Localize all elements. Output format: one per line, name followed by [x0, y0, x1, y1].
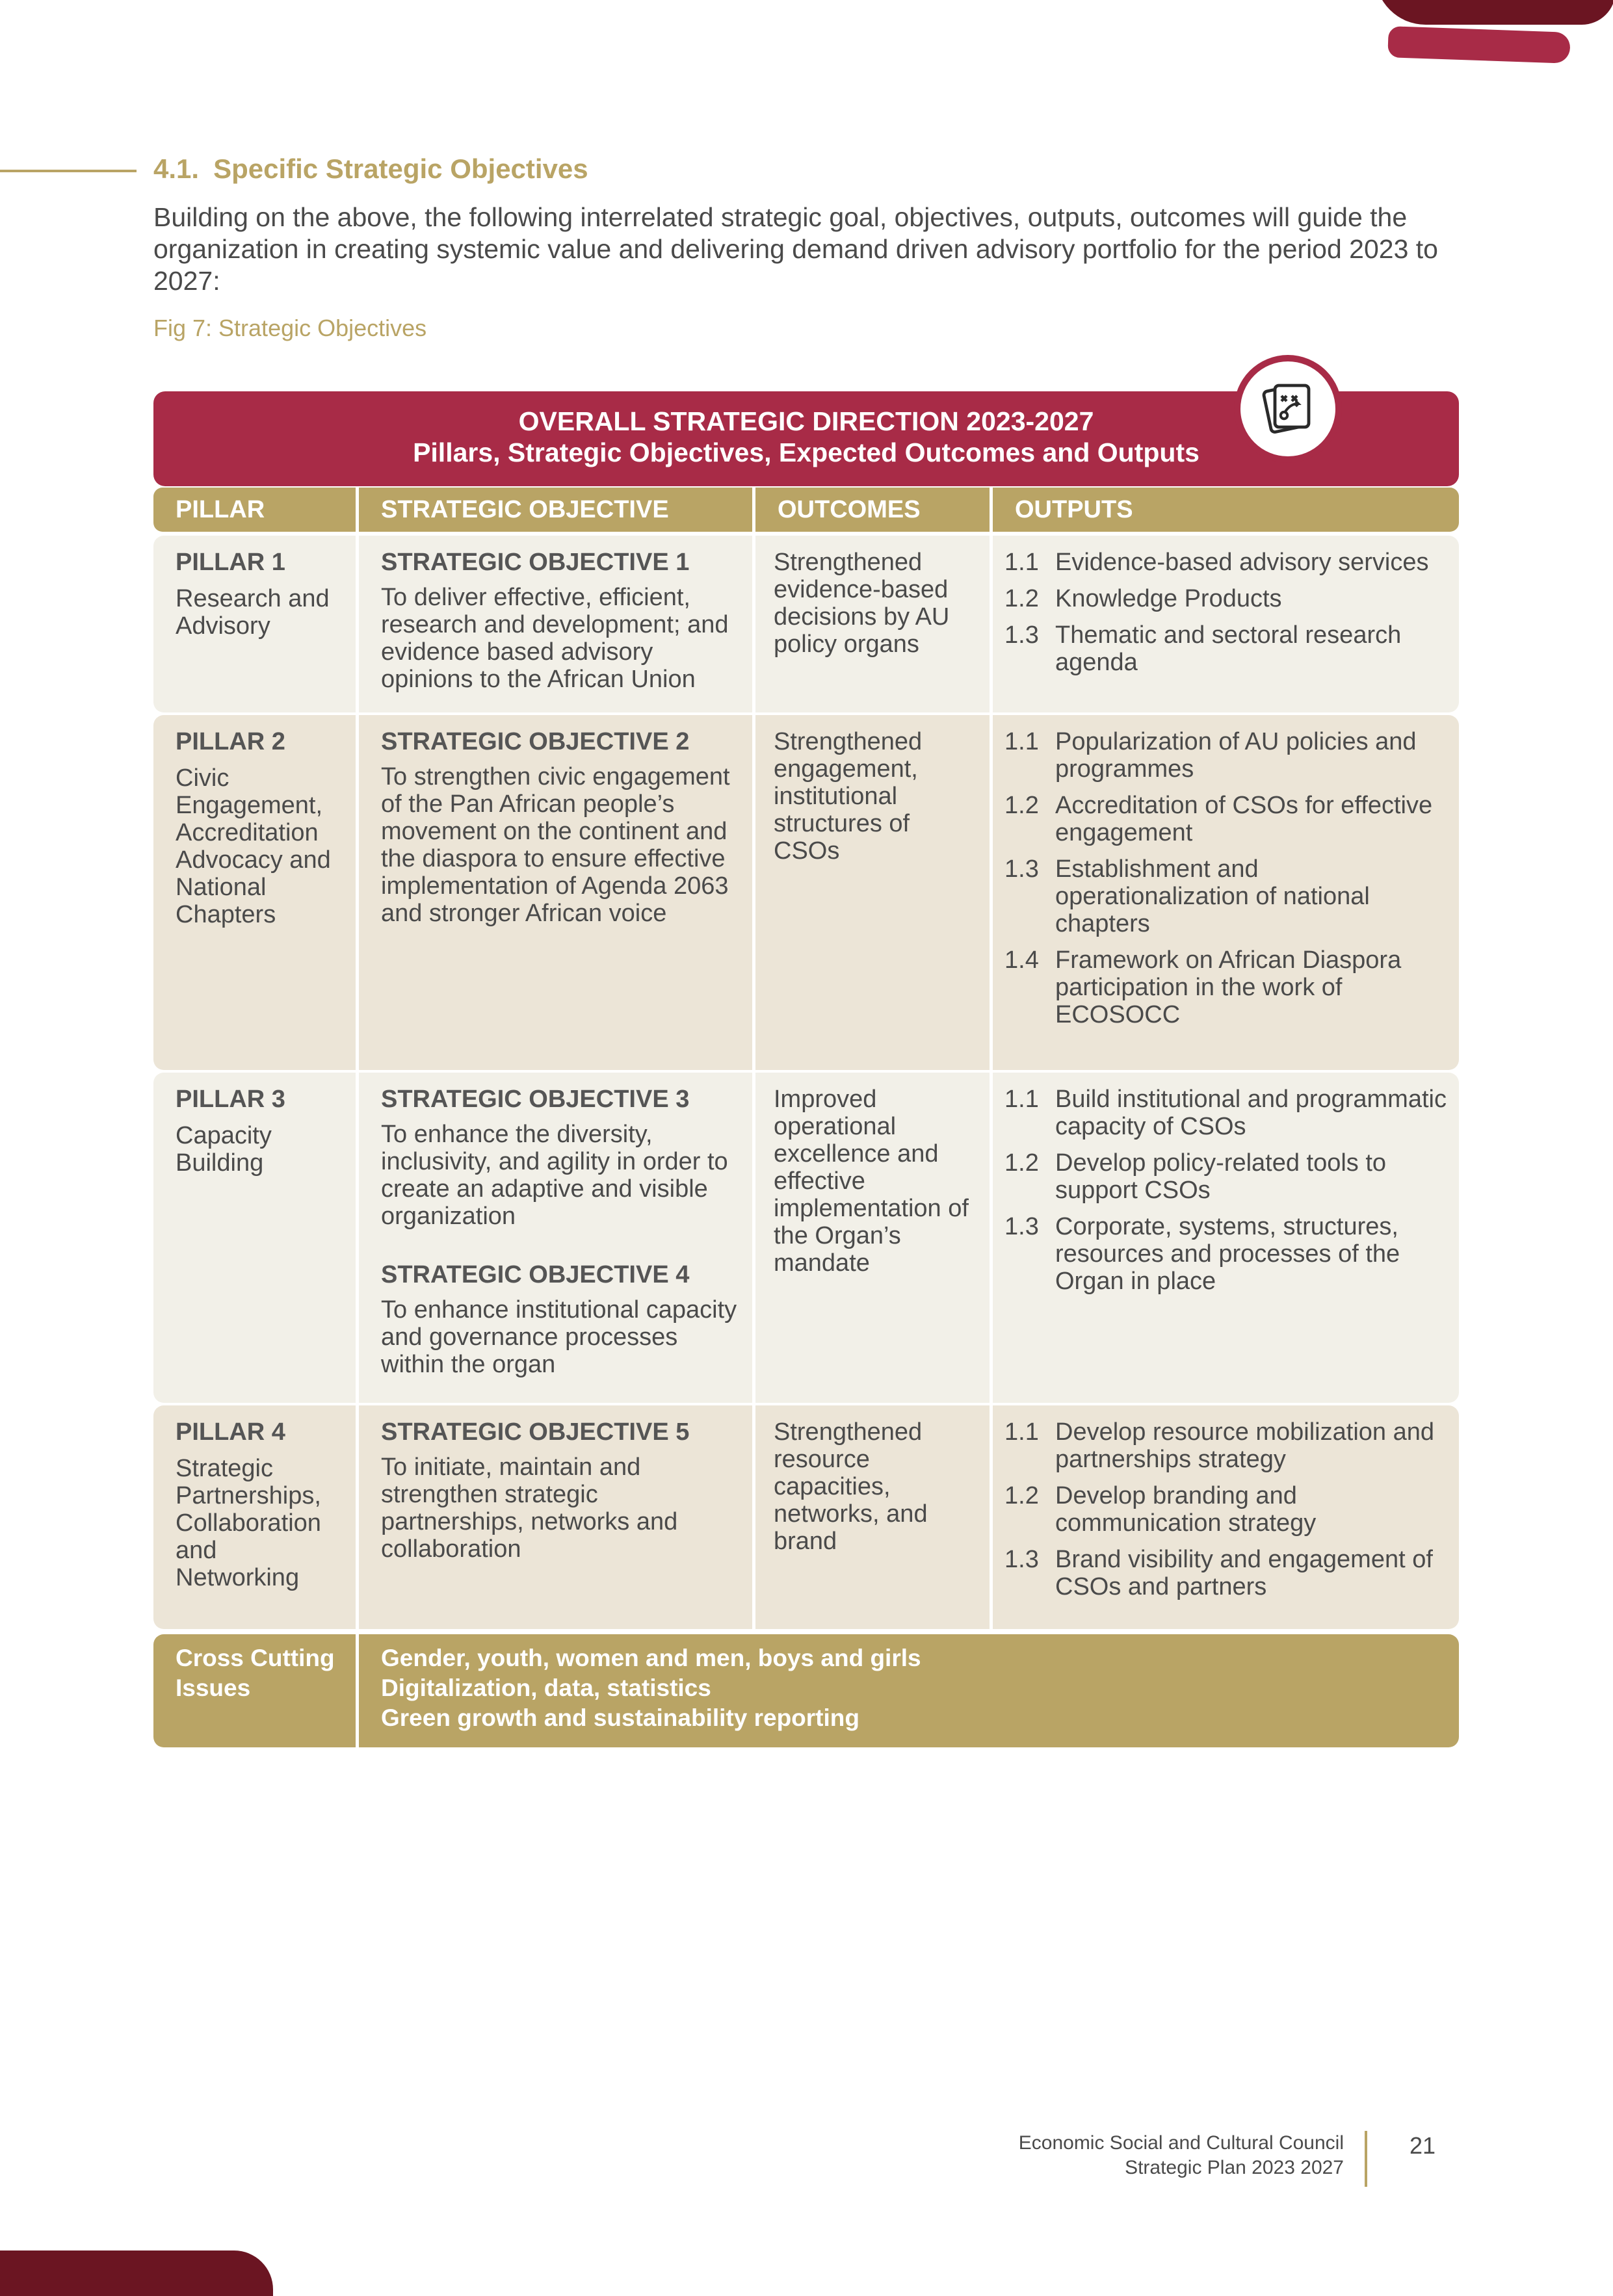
- strategy-badge: [1234, 355, 1342, 463]
- table-header-row: [153, 488, 1459, 532]
- output-text: Establishment and operationalization of national chapters: [1055, 855, 1370, 937]
- output-text: Framework on African Diaspora participation in the work of ECOSOCC: [1055, 946, 1402, 1028]
- objective-cell: [359, 715, 755, 1070]
- objective-text: To strengthen civic engagement of the Pan African people’s movement on the continent and the diaspora to ensure effective implementation of Agenda 2063 and stronger African voice: [381, 763, 730, 927]
- section-rule: [0, 170, 137, 172]
- output-item: [1004, 1149, 1450, 1204]
- pillar-name: Civic Engagement, Accreditation Advocacy and National Chapters: [176, 764, 331, 928]
- output-number: 1.3: [1004, 1213, 1039, 1240]
- output-number: 1.3: [1004, 621, 1039, 649]
- output-text: Accreditation of CSOs for effective engagement: [1055, 792, 1433, 846]
- output-number: 1.1: [1004, 728, 1039, 755]
- objective-text: To enhance the diversity, inclusivity, and agility in order to create an adaptive and visible organization: [381, 1121, 728, 1230]
- outputs-cell: [993, 715, 1459, 1070]
- table-row-pillar-4: [153, 1405, 1459, 1629]
- pillar-cell: [153, 1073, 359, 1403]
- outcome-cell: Strengthened resource capacities, networks, and brand: [755, 1405, 993, 1629]
- strategy-document-icon: [1257, 378, 1319, 440]
- objective-cell: [359, 1073, 755, 1403]
- output-number: 1.2: [1004, 1149, 1039, 1177]
- output-number: 1.2: [1004, 792, 1039, 819]
- section-heading: [153, 153, 588, 185]
- output-item: [1004, 549, 1450, 576]
- outputs-cell: [993, 536, 1459, 712]
- objective-text: To deliver effective, efficient, research and development; and evidence based advisory opinions to the African Union: [381, 584, 729, 693]
- output-text: Evidence-based advisory services: [1055, 549, 1429, 576]
- pillar-title: PILLAR 2: [176, 728, 285, 755]
- pillar-name: Research and Advisory: [176, 585, 330, 640]
- pillar-cell: [153, 536, 359, 712]
- output-number: 1.1: [1004, 1086, 1039, 1113]
- objective-cell: [359, 1405, 755, 1629]
- pillar-title: PILLAR 3: [176, 1086, 285, 1113]
- section-title: Specific Strategic Objectives: [213, 153, 588, 184]
- footer-divider: [1365, 2131, 1367, 2187]
- decorative-brush-top: [1375, 0, 1613, 25]
- header-outcomes: OUTCOMES: [755, 488, 993, 532]
- decorative-brush-bottom: [0, 2250, 273, 2296]
- outputs-cell: [993, 1405, 1459, 1629]
- output-number: 1.2: [1004, 585, 1039, 612]
- table-row-pillar-2: [153, 715, 1459, 1070]
- objective-text: To initiate, maintain and strengthen strategic partnerships, networks and collaboration: [381, 1454, 678, 1563]
- output-text: Brand visibility and engagement of CSOs and partners: [1055, 1546, 1433, 1600]
- pillar-name: Strategic Partnerships, Collaboration and Networking: [176, 1455, 321, 1591]
- objective-title: STRATEGIC OBJECTIVE 1: [381, 549, 690, 576]
- objective-title: STRATEGIC OBJECTIVE 5: [381, 1418, 690, 1446]
- output-text: Develop branding and communication strategy: [1055, 1482, 1317, 1537]
- pillar-cell: [153, 1405, 359, 1629]
- cross-cutting-item: Gender, youth, women and men, boys and girls: [381, 1645, 921, 1671]
- decorative-brush-top-accent: [1387, 26, 1571, 64]
- header-outputs: OUTPUTS: [1015, 495, 1133, 523]
- objective-title: STRATEGIC OBJECTIVE 3: [381, 1086, 690, 1113]
- figure-caption: Fig 7: Strategic Objectives: [153, 315, 427, 341]
- outcome-cell: Strengthened engagement, institutional structures of CSOs: [755, 715, 993, 1070]
- pillar-cell: [153, 715, 359, 1070]
- objective-cell: [359, 536, 755, 712]
- output-item: [1004, 946, 1450, 1028]
- output-item: [1004, 1213, 1450, 1295]
- output-text: Knowledge Products: [1055, 585, 1282, 612]
- output-text: Corporate, systems, structures, resources and processes of the Organ in place: [1055, 1213, 1400, 1295]
- pillar-name: Capacity Building: [176, 1122, 272, 1177]
- output-item: [1004, 1086, 1450, 1140]
- outcome-cell: Strengthened evidence-based decisions by AU policy organs: [755, 536, 993, 712]
- output-item: [1004, 1546, 1450, 1600]
- footer-org-name: Economic Social and Cultural Council: [1018, 2132, 1344, 2154]
- output-number: 1.3: [1004, 855, 1039, 883]
- output-item: [1004, 585, 1450, 612]
- output-number: 1.1: [1004, 1418, 1039, 1446]
- output-item: [1004, 728, 1450, 783]
- cross-cutting-label: Cross Cutting Issues: [153, 1634, 359, 1747]
- output-number: 1.1: [1004, 549, 1039, 576]
- objective-text: To enhance institutional capacity and governance processes within the organ: [381, 1296, 737, 1378]
- intro-paragraph: Building on the above, the following interrelated strategic goal, objectives, outputs, outcomes will guide the organization in creating systemic value and delivering demand driven advisory portfolio for the period 2023 to 2027:: [153, 202, 1438, 296]
- output-number: 1.3: [1004, 1546, 1039, 1573]
- objective-title: STRATEGIC OBJECTIVE 2: [381, 728, 690, 755]
- footer-org-block: [1019, 2131, 1344, 2180]
- page-number: 21: [1410, 2132, 1436, 2159]
- outcome-cell: Improved operational excellence and effective implementation of the Organ’s mandate: [755, 1073, 993, 1403]
- output-number: 1.2: [1004, 1482, 1039, 1509]
- output-item: [1004, 855, 1450, 937]
- output-text: Thematic and sectoral research agenda: [1055, 621, 1402, 676]
- banner-subtitle: Pillars, Strategic Objectives, Expected Outcomes and Outputs: [413, 437, 1200, 467]
- cross-cutting-row: [153, 1634, 1459, 1747]
- output-number: 1.4: [1004, 946, 1039, 974]
- output-item: [1004, 1418, 1450, 1473]
- table-row-pillar-1: [153, 536, 1459, 712]
- header-pillar: PILLAR: [153, 488, 359, 532]
- output-item: [1004, 792, 1450, 846]
- objective-title: STRATEGIC OBJECTIVE 4: [381, 1261, 690, 1288]
- table-row-pillar-3: [153, 1073, 1459, 1403]
- output-text: Popularization of AU policies and programmes: [1055, 728, 1417, 783]
- output-item: [1004, 621, 1450, 676]
- outputs-cell: [993, 1073, 1459, 1403]
- banner-title: OVERALL STRATEGIC DIRECTION 2023-2027: [518, 406, 1094, 436]
- output-text: Build institutional and programmatic capacity of CSOs: [1055, 1086, 1447, 1140]
- pillar-title: PILLAR 4: [176, 1418, 285, 1446]
- cross-cutting-item: Digitalization, data, statistics: [381, 1675, 711, 1701]
- header-strategic-objective: STRATEGIC OBJECTIVE: [359, 488, 755, 532]
- cross-cutting-items: [359, 1634, 921, 1747]
- pillar-title: PILLAR 1: [176, 549, 285, 576]
- output-item: [1004, 1482, 1450, 1537]
- output-text: Develop resource mobilization and partnerships strategy: [1055, 1418, 1434, 1473]
- section-number: 4.1.: [153, 153, 200, 184]
- cross-cutting-item: Green growth and sustainability reporting: [381, 1704, 859, 1731]
- footer-plan-name: Strategic Plan 2023 2027: [1125, 2157, 1344, 2178]
- output-text: Develop policy-related tools to support CSOs: [1055, 1149, 1387, 1204]
